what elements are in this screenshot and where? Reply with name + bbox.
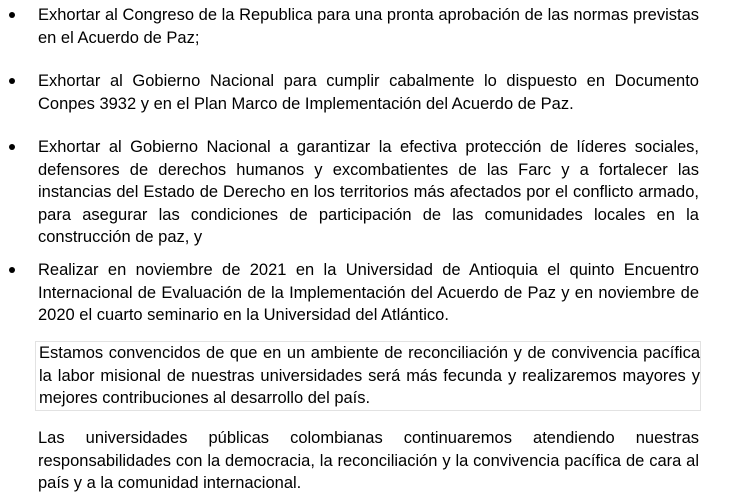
bullet-dot-icon xyxy=(9,267,15,273)
bullet-text: Exhortar al Congreso de la Republica para una pronta aprobación de las normas previstas en el Acuerdo de Paz; xyxy=(38,6,699,47)
bullet-text: Exhortar al Gobierno Nacional a garantizar la efectiva protección de líderes sociales, defensores de derechos humanos y excombatientes de las Farc y a fortalecer las instancias del Estado de Derecho en los territorios más afectados por el conflicto armado, para asegurar las condiciones de participación de las comunidades locales en la construcción de paz, y xyxy=(38,138,699,247)
closing-paragraph: Estamos convencidos de que en un ambiente de reconciliación y de convivencia pacífica la labor misional de nuestras universidades será más fecunda y realizaremos mayores y mejores contribuciones al desarrollo del país. xyxy=(35,341,701,411)
bullet-text: Exhortar al Gobierno Nacional para cumplir cabalmente lo dispuesto en Documento Conpes 3932 y en el Plan Marco de Implementación del Acuerdo de Paz. xyxy=(38,72,699,113)
bullet-dot-icon xyxy=(9,78,15,84)
bullet-dot-icon xyxy=(9,12,15,18)
bullet-text: Realizar en noviembre de 2021 en la Universidad de Antioquia el quinto Encuentro Internacional de Evaluación de la Implementación del Acuerdo de Paz y en noviembre de 2020 el cuarto seminario en la Universidad del Atlántico. xyxy=(38,261,699,325)
closing-paragraph: Las universidades públicas colombianas continuaremos atendiendo nuestras responsabilidades con la democracia, la reconciliación y la convivencia pacífica de cara al país y a la comunidad internacional. xyxy=(38,429,699,493)
bullet-dot-icon xyxy=(9,144,15,150)
